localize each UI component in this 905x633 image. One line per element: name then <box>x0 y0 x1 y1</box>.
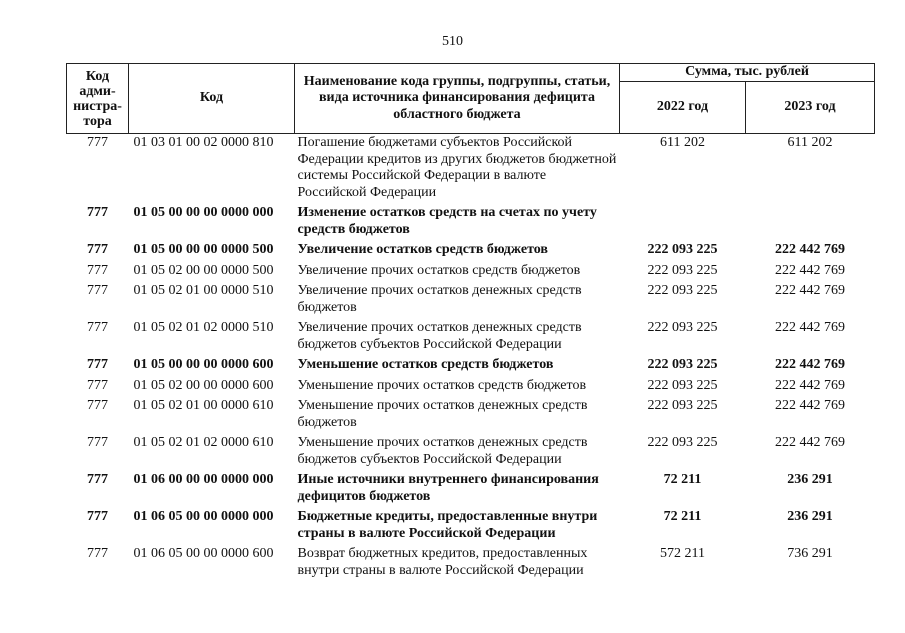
table-body <box>67 134 875 583</box>
table-row <box>67 377 875 398</box>
name-cell: Увеличение остатков средств бюджетов <box>297 242 548 257</box>
sum-2022-cell: 222 093 225 <box>647 435 718 450</box>
code-cell: 01 05 00 00 00 0000 500 <box>133 242 274 257</box>
name-cell: Иные источники внутреннего финансирования дефицитов бюджетов <box>297 472 599 504</box>
code-cell: 01 05 00 00 00 0000 000 <box>133 205 274 220</box>
sum-2022-cell: 222 093 225 <box>647 377 718 393</box>
table-row <box>67 545 875 582</box>
name-cell: Бюджетные кредиты, предоставленные внутри страны в валюте Российской Федерации <box>297 509 598 541</box>
page-number: 510 <box>442 34 463 49</box>
table-header <box>67 64 875 134</box>
sum-2022-cell: 611 202 <box>660 135 705 150</box>
code-cell: 01 05 02 01 02 0000 610 <box>133 435 274 450</box>
sum-2023-cell: 611 202 <box>787 135 833 150</box>
code-cell: 01 06 05 00 00 0000 600 <box>133 546 274 561</box>
name-cell: Уменьшение прочих остатков средств бюджетов <box>297 377 587 393</box>
table-row <box>67 508 875 545</box>
name-cell: Уменьшение остатков средств бюджетов <box>297 357 554 372</box>
code-cell: 01 05 02 01 02 0000 510 <box>133 320 274 335</box>
table-row <box>67 262 875 283</box>
admin-code-cell: 777 <box>87 262 108 278</box>
header-code: Код <box>129 64 295 134</box>
sum-2022-cell: 222 093 225 <box>647 262 718 278</box>
code-cell: 01 06 05 00 00 0000 000 <box>133 509 274 524</box>
admin-code-cell: 777 <box>87 377 108 393</box>
table-row <box>67 204 875 241</box>
table-row <box>67 319 875 356</box>
table-row <box>67 434 875 471</box>
sum-2023-cell: 222 442 769 <box>775 242 845 257</box>
code-cell: 01 05 02 01 00 0000 610 <box>133 398 274 413</box>
admin-code-cell: 777 <box>87 472 108 487</box>
sum-2023-cell: 222 442 769 <box>775 435 845 450</box>
name-cell: Увеличение прочих остатков денежных средств бюджетов субъектов Российской Федерации <box>297 320 582 352</box>
sum-2022-cell: 222 093 225 <box>647 357 718 372</box>
admin-code-cell: 777 <box>87 435 108 450</box>
admin-code-cell: 777 <box>87 398 108 413</box>
sum-2023-cell: 222 442 769 <box>775 377 845 393</box>
name-cell: Возврат бюджетных кредитов, предоставленных внутри страны в валюте Российской Федерации <box>297 546 588 578</box>
table-row <box>67 397 875 434</box>
table-row <box>67 241 875 262</box>
code-cell: 01 05 02 00 00 0000 600 <box>133 377 274 393</box>
admin-code-cell: 777 <box>87 357 108 372</box>
header-year-2023: 2023 год <box>746 82 875 134</box>
code-cell: 01 06 00 00 00 0000 000 <box>133 472 274 487</box>
sum-2022-cell: 72 211 <box>663 509 702 524</box>
table-row <box>67 134 875 205</box>
name-cell: Погашение бюджетами субъектов Российской Федерации кредитов из других бюджетов бюджетной системы Российской Федерации в валюте Российской Федерации <box>297 135 617 200</box>
name-cell: Уменьшение прочих остатков денежных средств бюджетов <box>297 398 588 430</box>
header-sum: Сумма, тыс. рублей <box>620 64 875 82</box>
sum-2023-cell: 736 291 <box>787 546 833 561</box>
sum-2023-cell: 236 291 <box>787 509 833 524</box>
sum-2022-cell: 572 211 <box>660 546 705 561</box>
sum-2023-cell: 222 442 769 <box>775 283 845 298</box>
sum-2023-cell: 236 291 <box>787 472 833 487</box>
sum-2023-cell: 222 442 769 <box>775 262 845 278</box>
name-cell: Изменение остатков средств на счетах по учету средств бюджетов <box>297 205 597 237</box>
admin-code-cell: 777 <box>87 242 108 257</box>
sum-2022-cell: 72 211 <box>663 472 702 487</box>
budget-table <box>66 63 875 582</box>
table-row <box>67 356 875 377</box>
sum-2022-cell: 222 093 225 <box>647 398 718 413</box>
sum-2023-cell: 222 442 769 <box>775 398 845 413</box>
code-cell: 01 05 02 00 00 0000 500 <box>133 262 274 278</box>
admin-code-cell: 777 <box>87 283 108 298</box>
name-cell: Уменьшение прочих остатков денежных средств бюджетов субъектов Российской Федерации <box>297 435 588 467</box>
admin-code-cell: 777 <box>87 320 108 335</box>
sum-2023-cell: 222 442 769 <box>775 357 845 372</box>
admin-code-cell: 777 <box>87 546 108 561</box>
header-name: Наименование кода группы, подгруппы, статьи, вида источника финансирования дефицита областного бюджета <box>295 64 620 134</box>
table-row <box>67 282 875 319</box>
admin-code-cell: 777 <box>87 509 108 524</box>
name-cell: Увеличение прочих остатков средств бюджетов <box>297 262 581 278</box>
table-row <box>67 471 875 508</box>
header-year-2022: 2022 год <box>620 82 746 134</box>
sum-2022-cell: 222 093 225 <box>647 283 718 298</box>
sum-2022-cell: 222 093 225 <box>647 242 718 257</box>
name-cell: Увеличение прочих остатков денежных средств бюджетов <box>297 283 582 315</box>
sum-2023-cell <box>746 204 875 241</box>
header-admin-code: Код адми-нистра-тора <box>67 64 129 134</box>
admin-code-cell: 777 <box>87 205 108 220</box>
code-cell: 01 03 01 00 02 0000 810 <box>133 135 274 150</box>
code-cell: 01 05 02 01 00 0000 510 <box>133 283 274 298</box>
sum-2022-cell <box>620 204 746 241</box>
sum-2022-cell: 222 093 225 <box>647 320 718 335</box>
admin-code-cell: 777 <box>87 135 108 150</box>
sum-2023-cell: 222 442 769 <box>775 320 845 335</box>
code-cell: 01 05 00 00 00 0000 600 <box>133 357 274 372</box>
